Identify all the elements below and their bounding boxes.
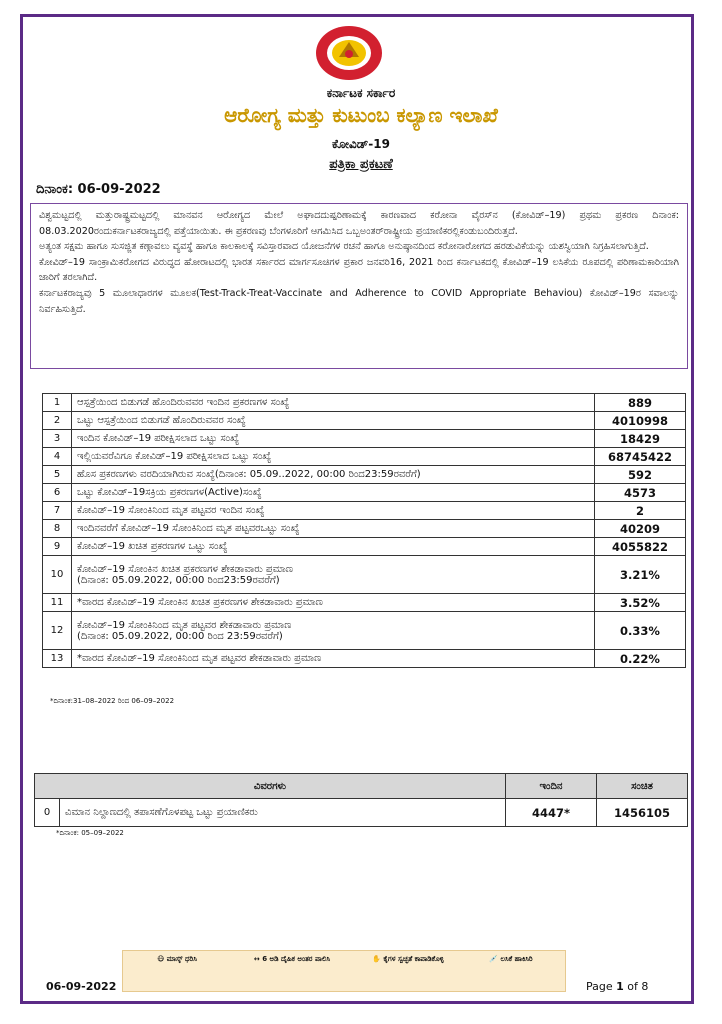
table-row: [43, 556, 686, 594]
karnataka-emblem: [314, 24, 384, 82]
row-label: [72, 538, 595, 556]
column-header: ಇಂದಿನ: [506, 774, 597, 799]
handwash-icon: ✋: [372, 955, 381, 963]
row-number: 4: [43, 448, 72, 466]
row-label-text: *ವಾರದ ಕೋವಿಡ್–19 ಸೋಂಕಿನ ಖಚಿತ ಪ್ರಕರಣಗಳ ಶೇಕಡಾವಾರು ಪ್ರಮಾಣ: [77, 597, 323, 608]
row-number: 11: [43, 594, 72, 612]
page-number: Page 1 of 8: [586, 980, 649, 993]
intro-paragraph: ವಿಶ್ವಮಟ್ಟದಲ್ಲಿ ಮತ್ತುರಾಷ್ಟ್ರಮಟ್ಟದಲ್ಲಿ ಮಾನವನ ಆರೋಗ್ಯದ ಮೇಲೆ ಅಘಾದದುಷ್ಪರಿಣಾಮಕ್ಕೆ ಕಾರಣವಾದ ಕರೋನಾ ವೈರಸ್‌ನ (ಕೋವಿಡ್–19) ಪ್ರಥಮ ಪ್ರಕರಣ ದಿನಾಂಕ: 08.03.2020ರಂದುಕರ್ನಾಟಕರಾಜ್ಯದಲ್ಲಿ ಪತ್ತೆಯಾಯಿತು. ಈ ಪ್ರಕರಣವು ಬೆಂಗಳೂರಿಗೆ ಆಗಮಿಸಿದ ಒಬ್ಬಅಂತರ್‌ರಾಷ್ಟ್ರೀಯ ಪ್ರಯಾಣಿಕರಲ್ಲಿಕಂಡುಬಂದಿರುತ್ತದೆ.: [39, 210, 679, 237]
distance-guideline: [229, 955, 355, 964]
row-number: 0: [35, 799, 60, 827]
row-label: [72, 448, 595, 466]
table-row: [43, 502, 686, 520]
row-label-text: ಇಂದಿನ ಕೋವಿಡ್–19 ಪರೀಕ್ಷಿಸಲಾದ ಒಟ್ಟು ಸಂಖ್ಯೆ: [77, 433, 240, 444]
table-row: [43, 612, 686, 650]
row-label-text: ಕೋವಿಡ್–19 ಖಚಿತ ಪ್ರಕರಣಗಳ ಒಟ್ಟು ಸಂಖ್ಯೆ: [77, 541, 228, 552]
row-label: [72, 412, 595, 430]
row-value: 4573: [595, 484, 686, 502]
handwash-text: ಕೈಗಳ ಸ್ವಚ್ಛತೆ ಕಾಪಾಡಿಕೊಳ್ಳಿ: [383, 955, 444, 963]
intro-paragraph: ಅತ್ಯಂತ ಸಕ್ಷಮ ಹಾಗೂ ಸುಸಜ್ಜಿತ ಕಣ್ಗಾವಲು ವ್ಯವಸ್ಥೆ ಹಾಗೂ ಕಾಲಕಾಲಕ್ಕೆ ಸವಿಸ್ತಾರವಾದ ಯೋಜನೆಗಳ ರಚನೆ ಹಾಗೂ ಅನುಷ್ಠಾನದಿಂದ ಕರೋನಾರೋಗದ ಹರಡುವಿಕೆಯನ್ನು ಯಶಸ್ವಿಯಾಗಿ ನಿಗ್ರಹಿಸಲಾಗುತ್ತಿದೆ.: [39, 241, 649, 253]
row-number: 6: [43, 484, 72, 502]
row-value: 592: [595, 466, 686, 484]
row-label-text: ಕೋವಿಡ್–19 ಸೋಂಕಿನಿಂದ ಮೃತ ಪಟ್ಟವರ ಶೇಕಡಾವಾರು ಪ್ರಮಾಣ: [77, 619, 292, 631]
row-label: [72, 520, 595, 538]
covid-guidelines-banner: [122, 950, 566, 992]
table-row: [43, 594, 686, 612]
row-sublabel: (ದಿನಾಂಕ: 05.09.2022, 00:00 ರಿಂದ 23:59ರವರೆಗೆ): [77, 630, 283, 642]
row-label-text: ಒಟ್ಟು ಆಸ್ಪತ್ರೆಯಿಂದ ಬಿಡುಗಡೆ ಹೊಂದಿರುವವರ ಸಂಖ್ಯೆ: [77, 415, 246, 426]
row-value: 18429: [595, 430, 686, 448]
vaccine-text: ಲಸಿಕೆ ಹಾಕಿಸಿರಿ: [500, 955, 533, 963]
table-row: [35, 799, 688, 827]
row-number: 10: [43, 556, 72, 594]
distance-text: 6 ಅಡಿ ದೈಹಿಕ ಅಂತರ ಪಾಲಿಸಿ: [262, 955, 331, 963]
table-row: [43, 650, 686, 668]
press-release-title: ಪತ್ರಿಕಾ ಪ್ರಕಟಣೆ: [329, 157, 393, 172]
table-row: [43, 430, 686, 448]
mask-icon: 😷: [157, 955, 165, 963]
row-label-text: ಇಲ್ಲಿಯವರೆವಿಗೂ ಕೋವಿಡ್–19 ಪರೀಕ್ಷಿಸಲಾದ ಒಟ್ಟು ಸಂಖ್ಯೆ: [77, 451, 272, 462]
airport-screening-table: [34, 773, 688, 827]
handwash-guideline: [359, 955, 457, 964]
row-label-text: *ವಾರದ ಕೋವಿಡ್–19 ಸೋಂಕಿನಿಂದ ಮೃತ ಪಟ್ಟವರ ಶೇಕಡಾವಾರು ಪ್ರಮಾಣ: [77, 653, 322, 664]
intro-paragraph: ಕೋವಿಡ್–19 ಸಾಂಕ್ರಾಮಿಕರೋಗದ ವಿರುದ್ಧದ ಹೋರಾಟದಲ್ಲಿ ಭಾರತ ಸರ್ಕಾರದ ಮಾರ್ಗಸೂಚಿಗಳ ಪ್ರಕಾರ ಜನವರಿ16, 2021 ರಿಂದ ಕರ್ನಾಟಕದಲ್ಲಿ ಕೋವಿಡ್–19 ಲಸಿಕೆಯ ರೂಪದಲ್ಲಿ ಪರಿಣಾಮಕಾರಿಯಾಗಿ ಜಾರಿಗೆ ತರಲಾಗಿದೆ.: [39, 256, 679, 284]
table-row: [43, 538, 686, 556]
distance-icon: ↔: [253, 955, 260, 963]
row-value: 2: [595, 502, 686, 520]
table-row: [43, 412, 686, 430]
row-number: 2: [43, 412, 72, 430]
row-label: [72, 466, 595, 484]
row-label: [72, 430, 595, 448]
row-label: [72, 502, 595, 520]
vaccine-guideline: [461, 955, 561, 964]
row-label-text: ಹೊಸ ಪ್ರಕರಣಗಳು ವರದಿಯಾಗಿರುವ ಸಂಖ್ಯೆ(ದಿನಾಂಕ: 05.09..2022, 00:00 ರಿಂದ23:59ರವರೆಗೆ): [77, 469, 421, 480]
row-number: 5: [43, 466, 72, 484]
row-label-text: ಕೋವಿಡ್–19 ಸೋಂಕಿನ ಖಚಿತ ಪ್ರಕರಣಗಳ ಶೇಕಡಾವಾರು ಪ್ರಮಾಣ: [77, 563, 293, 575]
covid-stats-table: [42, 393, 686, 668]
row-number: 7: [43, 502, 72, 520]
weekly-footnote: *ದಿನಾಂಕ:31–08–2022 ರಿಂದ 06–09–2022: [50, 697, 175, 705]
row-value: 68745422: [595, 448, 686, 466]
row-label: [72, 650, 595, 668]
government-name: ಕರ್ನಾಟಕ ಸರ್ಕಾರ: [326, 86, 396, 100]
mask-text: ಮಾಸ್ಕ್ ಧರಿಸಿ: [166, 955, 197, 963]
row-label-text: ಕೋವಿಡ್–19 ಸೋಂಕಿನಿಂದ ಮೃತ ಪಟ್ಟವರ ಇಂದಿನ ಸಂಖ್ಯೆ: [77, 505, 265, 516]
row-sublabel: (ದಿನಾಂಕ: 05.09.2022, 00:00 ರಿಂದ23:59ರವರೆಗೆ): [77, 574, 280, 586]
row-number: 9: [43, 538, 72, 556]
row-number: 12: [43, 612, 72, 650]
table-row: [43, 466, 686, 484]
column-header: ಸಂಚಿತ: [597, 774, 688, 799]
today-value: 4447*: [506, 799, 597, 827]
row-value: 889: [595, 394, 686, 412]
row-number: 1: [43, 394, 72, 412]
row-label: [72, 612, 595, 650]
cumulative-value: 1456105: [597, 799, 688, 827]
row-label-text: ಆಸ್ಪತ್ರೆಯಿಂದ ಬಿಡುಗಡೆ ಹೊಂದಿರುವವರ ಇಂದಿನ ಪ್ರಕರಣಗಳ ಸಂಖ್ಯೆ: [77, 397, 290, 408]
table-row: [43, 484, 686, 502]
row-label-text: ಇಂದಿನವರೆಗೆ ಕೋವಿಡ್–19 ಸೋಂಕಿನಿಂದ ಮೃತ ಪಟ್ಟವರಒಟ್ಟು ಸಂಖ್ಯೆ: [77, 523, 300, 534]
row-value: 3.52%: [595, 594, 686, 612]
release-date: ದಿನಾಂಕ: 06-09-2022: [36, 182, 161, 197]
row-number: 3: [43, 430, 72, 448]
row-label: ವಿಮಾನ ನಿಲ್ದಾಣದಲ್ಲಿ ತಪಾಸಣೆಗೊಳಪಟ್ಟ ಒಟ್ಟು ಪ್ರಯಾಣಿಕರು: [60, 799, 506, 827]
syringe-icon: 💉: [489, 955, 499, 963]
row-value: 40209: [595, 520, 686, 538]
row-value: 0.22%: [595, 650, 686, 668]
row-label: [72, 556, 595, 594]
row-label: [72, 484, 595, 502]
row-value: 4010998: [595, 412, 686, 430]
row-value: 3.21%: [595, 556, 686, 594]
column-header: ವಿವರಗಳು: [35, 774, 506, 799]
row-label-text: ಒಟ್ಟು ಕೋವಿಡ್–19ಸಕ್ರಿಯ ಪ್ರಕರಣಗಳ(Active)ಸಂಖ್ಯೆ: [77, 487, 262, 498]
row-value: 4055822: [595, 538, 686, 556]
department-title: ಆರೋಗ್ಯ ಮತ್ತು ಕುಟುಂಬ ಕಲ್ಯಾಣ ಇಲಾಖೆ: [224, 103, 498, 127]
subject-title: ಕೋವಿಡ್-19: [332, 137, 390, 151]
row-label: [72, 594, 595, 612]
row-value: 0.33%: [595, 612, 686, 650]
row-number: 8: [43, 520, 72, 538]
row-number: 13: [43, 650, 72, 668]
mask-guideline: [129, 955, 225, 964]
table-row: [43, 520, 686, 538]
table-row: [43, 394, 686, 412]
airport-footnote: *ದಿನಾಂಕ: 05–09–2022: [56, 829, 124, 837]
table-row: [43, 448, 686, 466]
intro-box: [30, 203, 688, 369]
row-label: [72, 394, 595, 412]
footer-date: 06-09-2022: [46, 980, 117, 993]
intro-paragraph: ಕರ್ನಾಟಕರಾಜ್ಯವು 5 ಮೂಲಾಧಾರಗಳ ಮೂಲಕ(Test-Track-Treat-Vaccinate and Adherence to COVID Appropriate Behaviou) ಕೋವಿಡ್–19ರ ಸವಾಲನ್ನು ನಿರ್ವಹಿಸುತ್ತಿದೆ.: [39, 287, 679, 315]
table-header-row: [35, 774, 688, 799]
